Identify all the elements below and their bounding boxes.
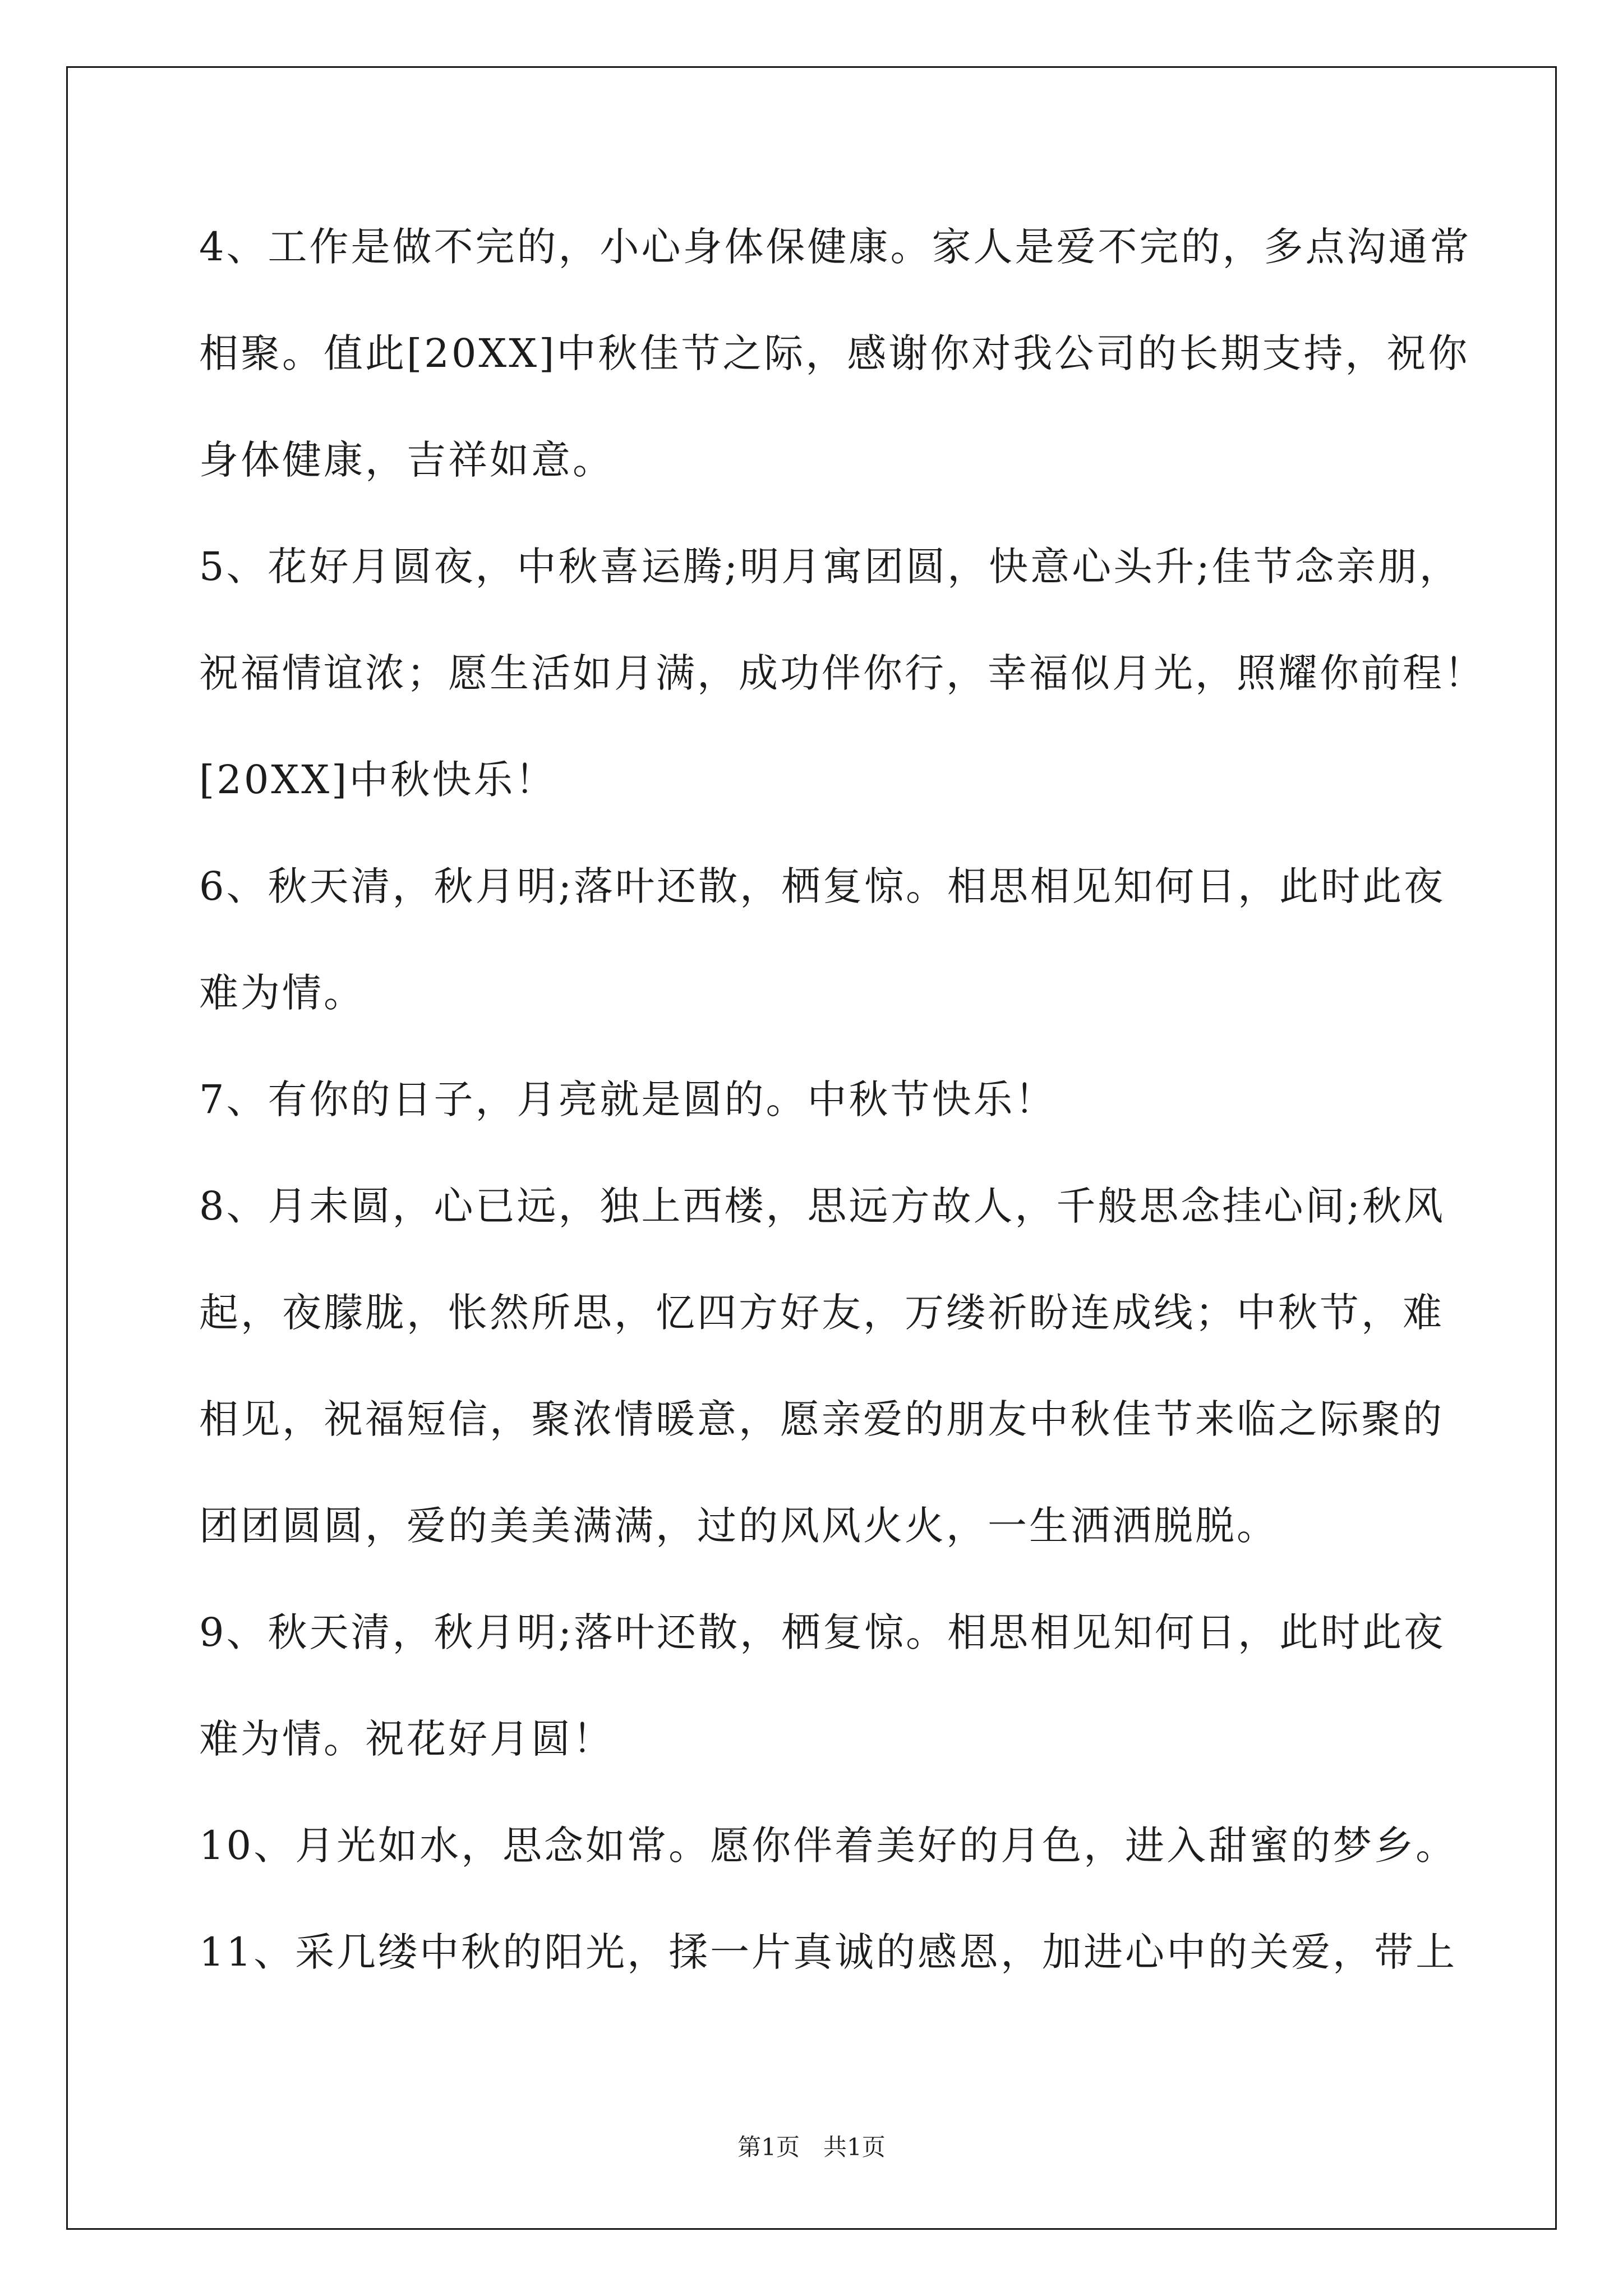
text-line: 身体健康，吉祥如意。 (199, 437, 614, 483)
text-line: 起，夜朦胧，怅然所思，忆四方好友，万缕祈盼连成线；中秋节，难 (199, 1290, 1444, 1336)
text-line: 相聚。值此[20XX]中秋佳节之际，感谢你对我公司的长期支持，祝你 (199, 330, 1470, 376)
text-line: 6、秋天清，秋月明;落叶还散，栖复惊。相思相见知何日，此时此夜 (199, 863, 1446, 909)
text-line: 11、采几缕中秋的阳光，揉一片真诚的感恩，加进心中的关爱，带上 (199, 1929, 1458, 1975)
text-line: 7、有你的日子，月亮就是圆的。中秋节快乐！ (199, 1076, 1057, 1122)
text-line: 5、花好月圆夜，中秋喜运腾;明月寓团圆，快意心头升;佳节念亲朋， (199, 544, 1461, 590)
page-footer: 第1页 共1页 (737, 2133, 886, 2161)
text-line: 难为情。 (199, 970, 365, 1016)
text-line: [20XX]中秋快乐！ (199, 757, 557, 803)
text-line: 祝福情谊浓；愿生活如月满，成功伴你行，幸福似月光，照耀你前程！ (199, 650, 1486, 696)
text-line: 团团圆圆，爱的美美满满，过的风风火火，一生洒洒脱脱。 (199, 1503, 1278, 1549)
document-body (199, 0, 1486, 2296)
text-line: 4、工作是做不完的，小心身体保健康。家人是爱不完的，多点沟通常 (199, 224, 1472, 270)
text-line: 相见，祝福短信，聚浓情暖意，愿亲爱的朋友中秋佳节来临之际聚的 (199, 1396, 1444, 1442)
text-line: 9、秋天清，秋月明;落叶还散，栖复惊。相思相见知何日，此时此夜 (199, 1609, 1446, 1655)
text-line: 10、月光如水，思念如常。愿你伴着美好的月色，进入甜蜜的梦乡。 (199, 1823, 1458, 1869)
text-line: 8、月未圆，心已远，独上西楼，思远方故人，千般思念挂心间;秋风 (199, 1183, 1446, 1229)
text-line: 难为情。祝花好月圆！ (199, 1716, 614, 1762)
